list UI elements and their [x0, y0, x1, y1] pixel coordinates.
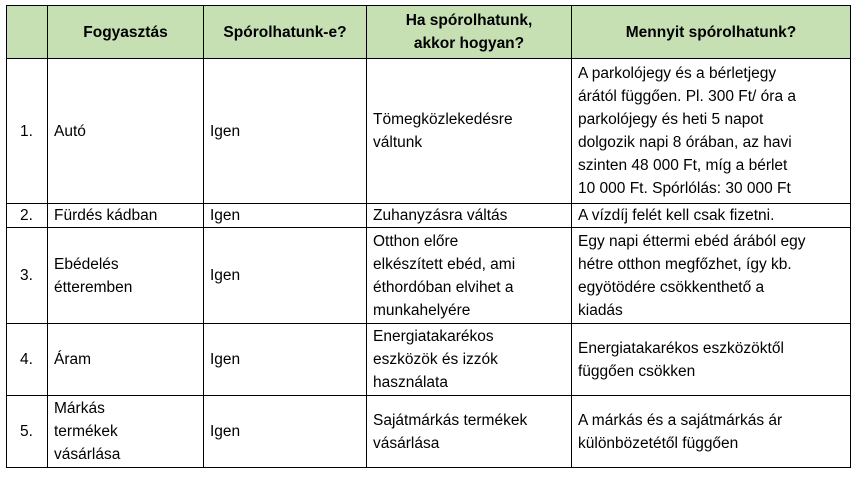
row-amount: A parkolójegy és a bérletjegy árától függően. Pl. 300 Ft/ óra a parkolójegy és heti 5 napot dolgozik napi 8 órában, az havi szinten 48 000 Ft, míg a bérlet 10 000 Ft. Spórlólás: 30 000 Ft	[572, 59, 851, 204]
table-row	[7, 204, 851, 228]
row-number: 2.	[7, 204, 48, 228]
row-number: 4.	[7, 324, 48, 396]
row-how: Zuhanyzásra váltás	[367, 204, 572, 228]
row-number: 5.	[7, 396, 48, 468]
header-consumption: Fogyasztás	[48, 6, 204, 59]
row-amount: Egy napi éttermi ebéd árából egy hétre otthon megfőzhet, így kb. egyötödére csökkenthető a kiadás	[572, 228, 851, 324]
row-consumption: Ebédelés étteremben	[48, 228, 204, 324]
header-how-much: Mennyit spórolhatunk?	[572, 6, 851, 59]
header-row	[7, 6, 851, 59]
row-consumption: Áram	[48, 324, 204, 396]
table-row	[7, 396, 851, 468]
row-can-save: Igen	[204, 228, 367, 324]
row-number: 3.	[7, 228, 48, 324]
row-can-save: Igen	[204, 396, 367, 468]
header-how: Ha spórolhatunk, akkor hogyan?	[367, 6, 572, 59]
row-consumption: Márkás termékek vásárlása	[48, 396, 204, 468]
row-amount: Energiatakarékos eszközöktől függően csökken	[572, 324, 851, 396]
table-row	[7, 59, 851, 204]
header-number	[7, 6, 48, 59]
row-can-save: Igen	[204, 324, 367, 396]
row-number: 1.	[7, 59, 48, 204]
row-how: Tömegközlekedésre váltunk	[367, 59, 572, 204]
table-row	[7, 324, 851, 396]
row-how: Sajátmárkás termékek vásárlása	[367, 396, 572, 468]
row-consumption: Autó	[48, 59, 204, 204]
row-how: Otthon előre elkészített ebéd, ami éthordóban elvihet a munkahelyére	[367, 228, 572, 324]
row-amount: A márkás és a sajátmárkás ár különbözetétől függően	[572, 396, 851, 468]
row-can-save: Igen	[204, 204, 367, 228]
savings-table	[6, 5, 851, 468]
table-row	[7, 228, 851, 324]
row-how: Energiatakarékos eszközök és izzók használata	[367, 324, 572, 396]
row-consumption: Fürdés kádban	[48, 204, 204, 228]
row-can-save: Igen	[204, 59, 367, 204]
row-amount: A vízdíj felét kell csak fizetni.	[572, 204, 851, 228]
header-can-save: Spórolhatunk-e?	[204, 6, 367, 59]
